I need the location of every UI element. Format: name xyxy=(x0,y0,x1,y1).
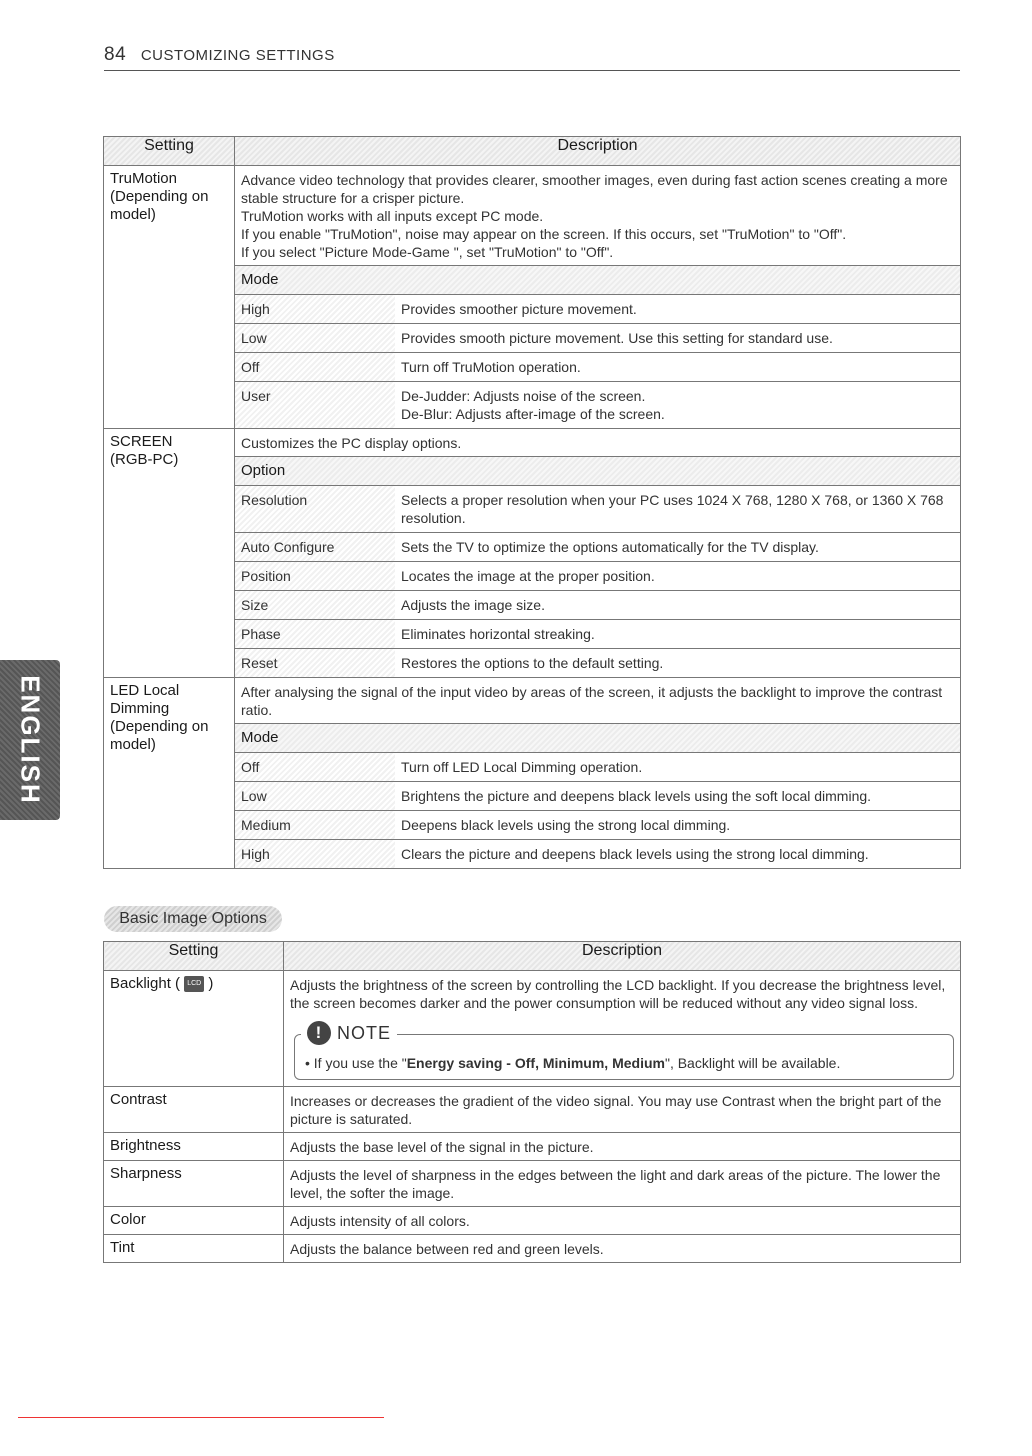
description-text: Adjusts intensity of all colors. xyxy=(290,1213,470,1229)
setting-description xyxy=(235,429,961,678)
col-header-description: Description xyxy=(235,137,961,166)
option-value: De-Judder: Adjusts noise of the screen. De-Blur: Adjusts after-image of the screen. xyxy=(401,388,665,422)
footer-rule xyxy=(18,1417,384,1418)
list-item xyxy=(235,810,960,839)
setting-name-text: LED Local Dimming (Depending on model) xyxy=(110,682,209,753)
list-item xyxy=(235,352,960,381)
list-item xyxy=(235,561,960,590)
section-title-header: CUSTOMIZING SETTINGS xyxy=(140,47,335,64)
option-key: Low xyxy=(235,782,395,810)
table-row xyxy=(104,1087,961,1133)
list-item xyxy=(235,619,960,648)
description-text: Increases or decreases the gradient of the video signal. You may use Contrast when the bright part of the picture is saturated. xyxy=(290,1093,942,1127)
subheader: Mode xyxy=(235,265,960,294)
option-value: Locates the image at the proper position. xyxy=(401,568,655,584)
note-prefix: If you use the " xyxy=(313,1055,407,1071)
list-item xyxy=(235,752,960,781)
option-key: Reset xyxy=(235,649,395,677)
list-item xyxy=(235,648,960,677)
option-key: Phase xyxy=(235,620,395,648)
note-title: NOTE xyxy=(337,1022,392,1043)
note-suffix: ", Backlight will be available. xyxy=(664,1055,841,1071)
option-key: Off xyxy=(235,753,395,781)
setting-name: Color xyxy=(104,1207,284,1235)
setting-name xyxy=(104,429,235,678)
option-key: Size xyxy=(235,591,395,619)
col-header-setting: Setting xyxy=(104,942,284,971)
option-value: Selects a proper resolution when your PC uses 1024 X 768, 1280 X 768, or 1360 X 768 resolution. xyxy=(401,492,944,526)
option-value: Provides smoother picture movement. xyxy=(401,301,637,317)
page-header xyxy=(104,44,960,71)
option-key: Off xyxy=(235,353,395,381)
option-key: User xyxy=(235,382,395,428)
list-item xyxy=(235,781,960,810)
note-header xyxy=(301,1021,397,1045)
setting-name xyxy=(104,678,235,869)
table-row xyxy=(104,1161,961,1207)
note-text xyxy=(305,1055,943,1071)
option-value: Turn off LED Local Dimming operation. xyxy=(401,759,643,775)
page-number: 84 xyxy=(104,44,127,65)
note-icon: ! xyxy=(307,1021,331,1045)
option-value: Eliminates horizontal streaking. xyxy=(401,626,595,642)
setting-name: Tint xyxy=(104,1235,284,1263)
table-row xyxy=(104,1235,961,1263)
setting-description xyxy=(284,1235,961,1263)
setting-name: Sharpness xyxy=(104,1161,284,1207)
description-text: Adjusts the brightness of the screen by controlling the LCD backlight. If you decrease the brightness level, the screen becomes darker and the power consumption will be reduced without any video signal loss. xyxy=(290,977,946,1011)
list-item xyxy=(235,485,960,532)
option-value: Sets the TV to optimize the options automatically for the TV display. xyxy=(401,539,819,555)
table-row xyxy=(104,429,961,678)
note-box xyxy=(294,1022,954,1080)
bullet-icon: • xyxy=(305,1055,314,1071)
language-tab-label: ENGLISH xyxy=(15,675,46,805)
list-item xyxy=(235,532,960,561)
language-tab xyxy=(0,660,60,820)
option-key: High xyxy=(235,295,395,323)
setting-description xyxy=(284,1087,961,1133)
setting-name xyxy=(104,166,235,429)
list-item xyxy=(235,839,960,868)
option-key: High xyxy=(235,840,395,868)
setting-name-text: SCREEN (RGB-PC) xyxy=(110,433,179,468)
description-text: Customizes the PC display options. xyxy=(241,435,462,451)
settings-table-2 xyxy=(103,941,961,1263)
option-key: Low xyxy=(235,324,395,352)
option-value: Deepens black levels using the strong local dimming. xyxy=(401,817,731,833)
setting-name-text: Backlight ( xyxy=(110,975,181,992)
option-key: Resolution xyxy=(235,486,395,532)
option-value: Clears the picture and deepens black levels using the strong local dimming. xyxy=(401,846,869,862)
table-row xyxy=(104,1133,961,1161)
setting-description xyxy=(284,971,961,1087)
setting-name-end: ) xyxy=(208,975,214,992)
option-key: Medium xyxy=(235,811,395,839)
subheader: Option xyxy=(235,456,960,485)
setting-description xyxy=(284,1207,961,1235)
list-item xyxy=(235,590,960,619)
setting-name xyxy=(104,971,284,1087)
description-text: Adjusts the balance between red and green levels. xyxy=(290,1241,604,1257)
section-heading: Basic Image Options xyxy=(104,906,282,932)
table-row xyxy=(104,1207,961,1235)
table-row xyxy=(104,166,961,429)
list-item xyxy=(235,323,960,352)
option-value: Turn off TruMotion operation. xyxy=(401,359,581,375)
description-text: Advance video technology that provides clearer, smoother images, even during fast action scenes creating a more stable structure for a crisper picture. TruMotion works with all inputs except PC mode. If you enable "TruMotion", noise may appear on the screen. If this occurs, set "TruMotion" to "Off". If you select "Picture Mode-Game ", set "TruMotion" to "Off". xyxy=(241,172,948,260)
option-value: Restores the options to the default setting. xyxy=(401,655,664,671)
lcd-icon: LCD xyxy=(184,976,204,992)
setting-description xyxy=(284,1133,961,1161)
option-key: Position xyxy=(235,562,395,590)
setting-description xyxy=(284,1161,961,1207)
setting-name: Brightness xyxy=(104,1133,284,1161)
description-text: Adjusts the base level of the signal in the picture. xyxy=(290,1139,594,1155)
option-value: Adjusts the image size. xyxy=(401,597,545,613)
col-header-description: Description xyxy=(284,942,961,971)
setting-description xyxy=(235,166,961,429)
setting-name: Contrast xyxy=(104,1087,284,1133)
description-text: After analysing the signal of the input video by areas of the screen, it adjusts the backlight to improve the contrast ratio. xyxy=(241,684,943,718)
option-key: Auto Configure xyxy=(235,533,395,561)
option-value: Brightens the picture and deepens black levels using the soft local dimming. xyxy=(401,788,872,804)
description-text: Adjusts the level of sharpness in the edges between the light and dark areas of the picture. The lower the level, the softer the image. xyxy=(290,1167,941,1201)
table-row xyxy=(104,971,961,1087)
list-item xyxy=(235,381,960,428)
subheader: Mode xyxy=(235,723,960,752)
col-header-setting: Setting xyxy=(104,137,235,166)
setting-description xyxy=(235,678,961,869)
settings-table-1 xyxy=(103,136,961,869)
table-row xyxy=(104,678,961,869)
setting-name-text: TruMotion (Depending on model) xyxy=(110,170,209,223)
option-value: Provides smooth picture movement. Use this setting for standard use. xyxy=(401,330,833,346)
list-item xyxy=(235,294,960,323)
note-bold: Energy saving - Off, Minimum, Medium xyxy=(406,1055,665,1071)
